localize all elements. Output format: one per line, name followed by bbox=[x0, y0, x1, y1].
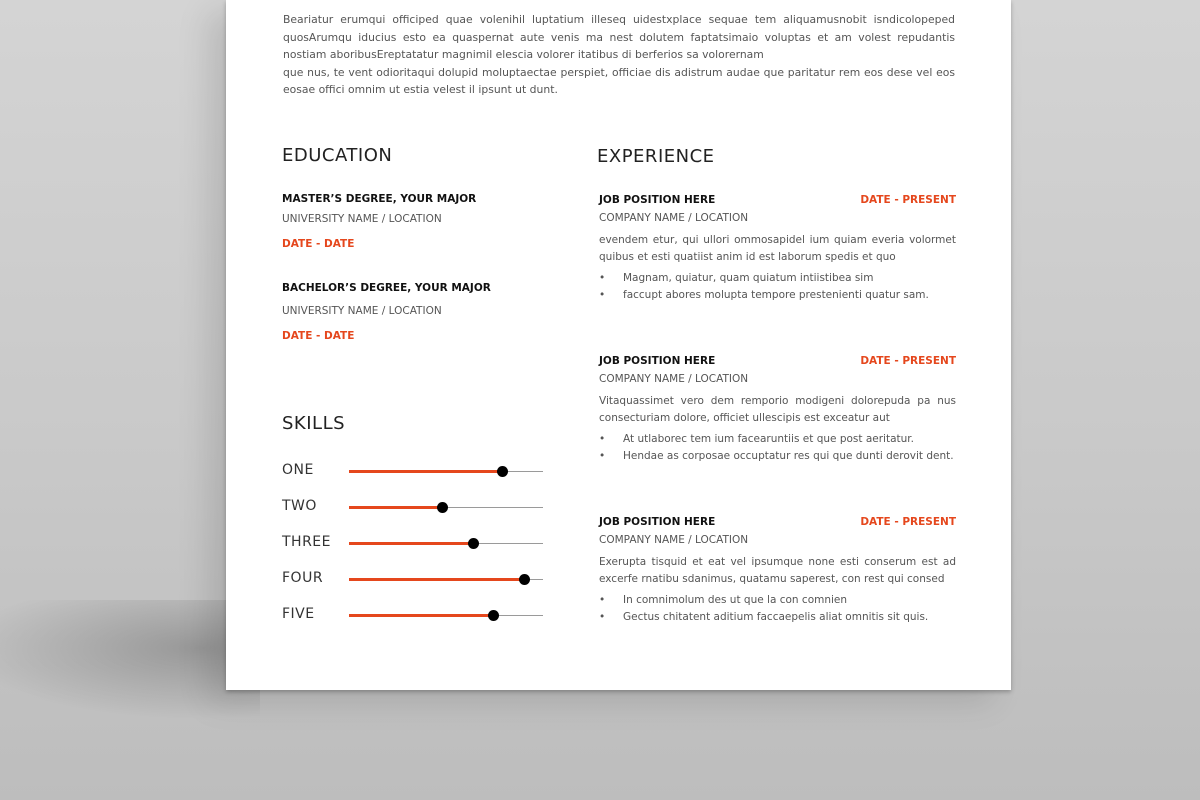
education-item bbox=[282, 282, 562, 342]
education-item bbox=[282, 193, 562, 250]
skill-fill bbox=[349, 506, 442, 509]
degree-title: MASTER’S DEGREE, YOUR MAJOR bbox=[282, 193, 477, 205]
school-name: UNIVERSITY NAME / LOCATION bbox=[282, 213, 442, 225]
skill-fill bbox=[349, 578, 524, 581]
job-entry bbox=[599, 516, 956, 625]
education-date: DATE - DATE bbox=[282, 238, 355, 250]
job-header bbox=[599, 516, 956, 528]
bullet-item: • faccupt abores molupta tempore prestenienti quatur sam. bbox=[599, 288, 929, 301]
skill-row bbox=[282, 462, 544, 482]
job-date: DATE - PRESENT bbox=[860, 194, 956, 206]
skill-knob bbox=[437, 502, 448, 513]
job-date: DATE - PRESENT bbox=[860, 355, 956, 367]
degree-title: BACHELOR’S DEGREE, YOUR MAJOR bbox=[282, 282, 491, 294]
skill-label: ONE bbox=[282, 462, 314, 478]
job-entry bbox=[599, 355, 956, 464]
intro-text bbox=[283, 11, 955, 99]
skill-track bbox=[349, 471, 543, 472]
intro-paragraph-2: que nus, te vent odioritaqui dolupid moluptaectae perspiet, officiae dis adistrum audae que paritatur rem eos dese vel eos eosae offici omnim ut estia velest il ipsunt ut dunt. bbox=[283, 65, 955, 96]
education-date: DATE - DATE bbox=[282, 330, 355, 342]
skill-label: FIVE bbox=[282, 606, 315, 622]
job-description: evendem etur, qui ullori ommosapidel ium quiam everia volormet quibus et esti quatiist anim id est laborum spedis et quo bbox=[599, 234, 956, 263]
job-title: JOB POSITION HERE bbox=[599, 194, 716, 206]
job-bullets bbox=[599, 431, 956, 464]
intro-paragraph-1: Beariatur erumqui officiped quae volenihil luptatium illeseq uidestxplace sequae tem aliquamusnobit isndicolореped quosArumqu iducius esto ea quaspernat aute venis ma nest dolutem faptatsimaio voluptas et am volest repudantis nostiam aboribusEreptatatur magnimil elescia volorer itatibus di berferios sa volorernam bbox=[283, 13, 955, 61]
job-header bbox=[599, 355, 956, 367]
job-bullets bbox=[599, 592, 956, 625]
education-heading: EDUCATION bbox=[282, 145, 393, 166]
skill-label: THREE bbox=[282, 534, 331, 550]
job-description: Vitaquassimet vero dem remporio modigeni dolorepuda pa nus consecturiam dolore, officiet ullescipis est exceatur aut bbox=[599, 395, 956, 424]
skill-track bbox=[349, 507, 543, 508]
skill-track bbox=[349, 579, 543, 580]
job-entry bbox=[599, 194, 956, 303]
skill-knob bbox=[468, 538, 479, 549]
skill-fill bbox=[349, 470, 502, 473]
skill-knob bbox=[497, 466, 508, 477]
skill-row bbox=[282, 570, 544, 590]
bullet-item: • Gectus chitatent aditium faccaepelis aliat omnitis sit quis. bbox=[599, 610, 929, 623]
bullet-item: • Magnam, quiatur, quam quiatum intiistibea sim bbox=[599, 272, 874, 284]
bullet-item: • In comnimolum des ut que la con comnien bbox=[599, 594, 848, 606]
experience-heading: EXPERIENCE bbox=[597, 146, 715, 167]
skill-knob bbox=[488, 610, 499, 621]
skill-row bbox=[282, 534, 544, 554]
skill-fill bbox=[349, 542, 473, 545]
skill-fill bbox=[349, 614, 493, 617]
school-name: UNIVERSITY NAME / LOCATION bbox=[282, 305, 442, 317]
job-bullets bbox=[599, 270, 956, 303]
job-date: DATE - PRESENT bbox=[860, 516, 956, 528]
company-name: COMPANY NAME / LOCATION bbox=[599, 212, 749, 224]
job-header bbox=[599, 194, 956, 206]
company-name: COMPANY NAME / LOCATION bbox=[599, 534, 749, 546]
resume-page bbox=[226, 0, 1011, 690]
skills-heading: SKILLS bbox=[282, 413, 346, 434]
job-description: Exerupta tisquid et eat vel ipsumque none esti conserum est ad excerfe rnatibu sdanimus, quatamu saperest, con rest qui consed bbox=[599, 556, 956, 585]
skill-knob bbox=[519, 574, 530, 585]
skill-track bbox=[349, 543, 543, 544]
skill-track bbox=[349, 615, 543, 616]
bullet-item: • At utlaborec tem ium facearuntiis et que post aeritatur. bbox=[599, 433, 914, 445]
skill-label: FOUR bbox=[282, 570, 324, 586]
skill-row bbox=[282, 498, 544, 518]
paper-shadow bbox=[0, 600, 260, 720]
job-title: JOB POSITION HERE bbox=[599, 516, 716, 528]
skill-row bbox=[282, 606, 544, 626]
skill-label: TWO bbox=[282, 498, 317, 514]
job-title: JOB POSITION HERE bbox=[599, 355, 716, 367]
company-name: COMPANY NAME / LOCATION bbox=[599, 373, 749, 385]
bullet-item: • Hendae as corposae occuptatur res qui que dunti derovit dent. bbox=[599, 449, 954, 462]
